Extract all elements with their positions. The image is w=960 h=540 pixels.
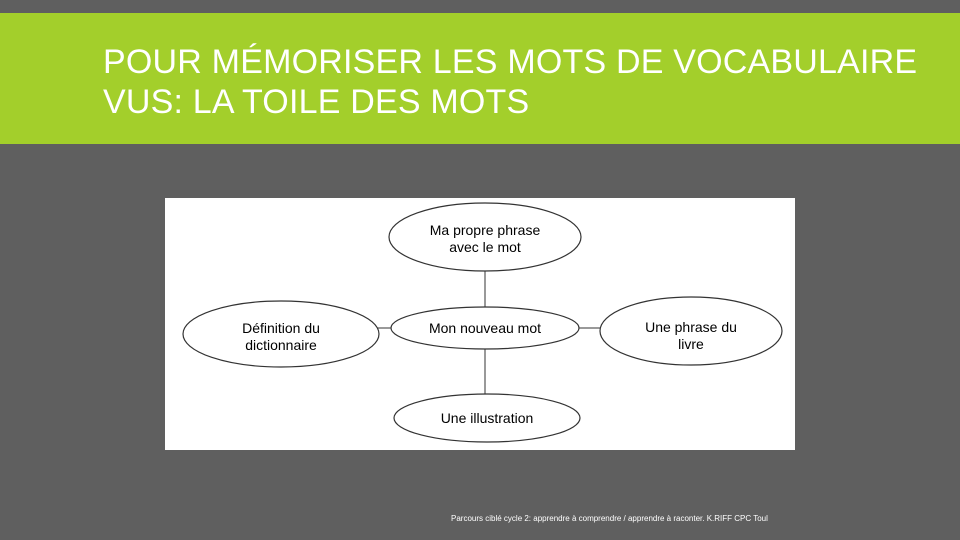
slide-footer: Parcours ciblé cycle 2: apprendre à comprendre / apprendre à raconter. K.RIFF CPC Toul (451, 514, 768, 523)
node-right-label: Une phrase du livre (645, 319, 737, 352)
word-web-diagram (165, 198, 795, 450)
node-left-label: Définition du dictionnaire (242, 320, 320, 353)
node-top-label: Ma propre phrase avec le mot (429, 222, 541, 255)
node-bottom-label: Une illustration (440, 410, 534, 426)
node-center-label: Mon nouveau mot (428, 320, 542, 336)
slide-title: POUR MÉMORISER LES MOTS DE VOCABULAIRE VUS: LA TOILE DES MOTS (103, 43, 918, 121)
